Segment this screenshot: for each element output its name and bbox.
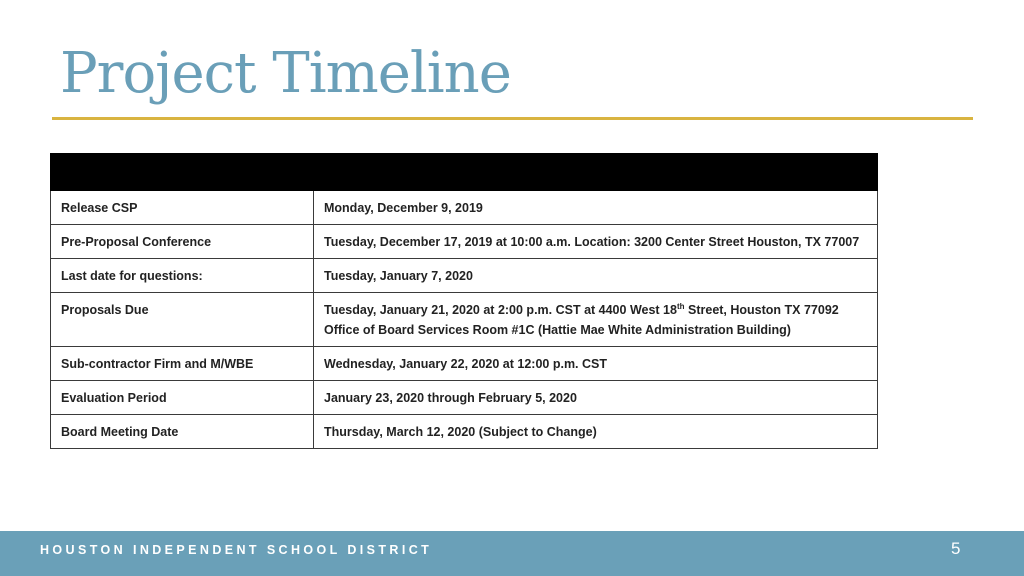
date-cell: Wednesday, January 22, 2020 at 12:00 p.m. CST [314, 347, 878, 381]
page-number: 5 [951, 539, 961, 558]
date-text-end: Street, Houston TX 77092 Office of Board Services Room #1C (Hattie Mae White Administration Building) [324, 303, 839, 337]
table-row [51, 347, 878, 381]
title-divider [52, 117, 973, 120]
table-row [51, 415, 878, 449]
table-row [51, 259, 878, 293]
event-cell: Release CSP [51, 191, 314, 225]
date-cell: Tuesday, January 7, 2020 [314, 259, 878, 293]
table-header-cell [51, 154, 878, 191]
table-row [51, 225, 878, 259]
date-text-start: Tuesday, January 21, 2020 at 2:00 p.m. CST at 4400 West 18 [324, 303, 677, 317]
event-cell: Last date for questions: [51, 259, 314, 293]
date-cell: Tuesday, December 17, 2019 at 10:00 a.m. Location: 3200 Center Street Houston, TX 77007 [314, 225, 878, 259]
footer-bar [0, 531, 1024, 576]
footer-org-name: HOUSTON INDEPENDENT SCHOOL DISTRICT [40, 543, 433, 557]
event-cell: Sub-contractor Firm and M/WBE [51, 347, 314, 381]
event-cell: Proposals Due [51, 293, 314, 347]
date-cell [314, 293, 878, 347]
date-cell: January 23, 2020 through February 5, 2020 [314, 381, 878, 415]
table-row [51, 191, 878, 225]
table-row [51, 381, 878, 415]
event-cell: Board Meeting Date [51, 415, 314, 449]
event-cell: Pre-Proposal Conference [51, 225, 314, 259]
slide-title: Project Timeline [60, 41, 511, 106]
date-cell: Thursday, March 12, 2020 (Subject to Change) [314, 415, 878, 449]
table-header-row [51, 154, 878, 191]
event-cell: Evaluation Period [51, 381, 314, 415]
table-row [51, 293, 878, 347]
date-cell: Monday, December 9, 2019 [314, 191, 878, 225]
ordinal-suffix: th [676, 301, 685, 311]
timeline-table [50, 153, 878, 449]
